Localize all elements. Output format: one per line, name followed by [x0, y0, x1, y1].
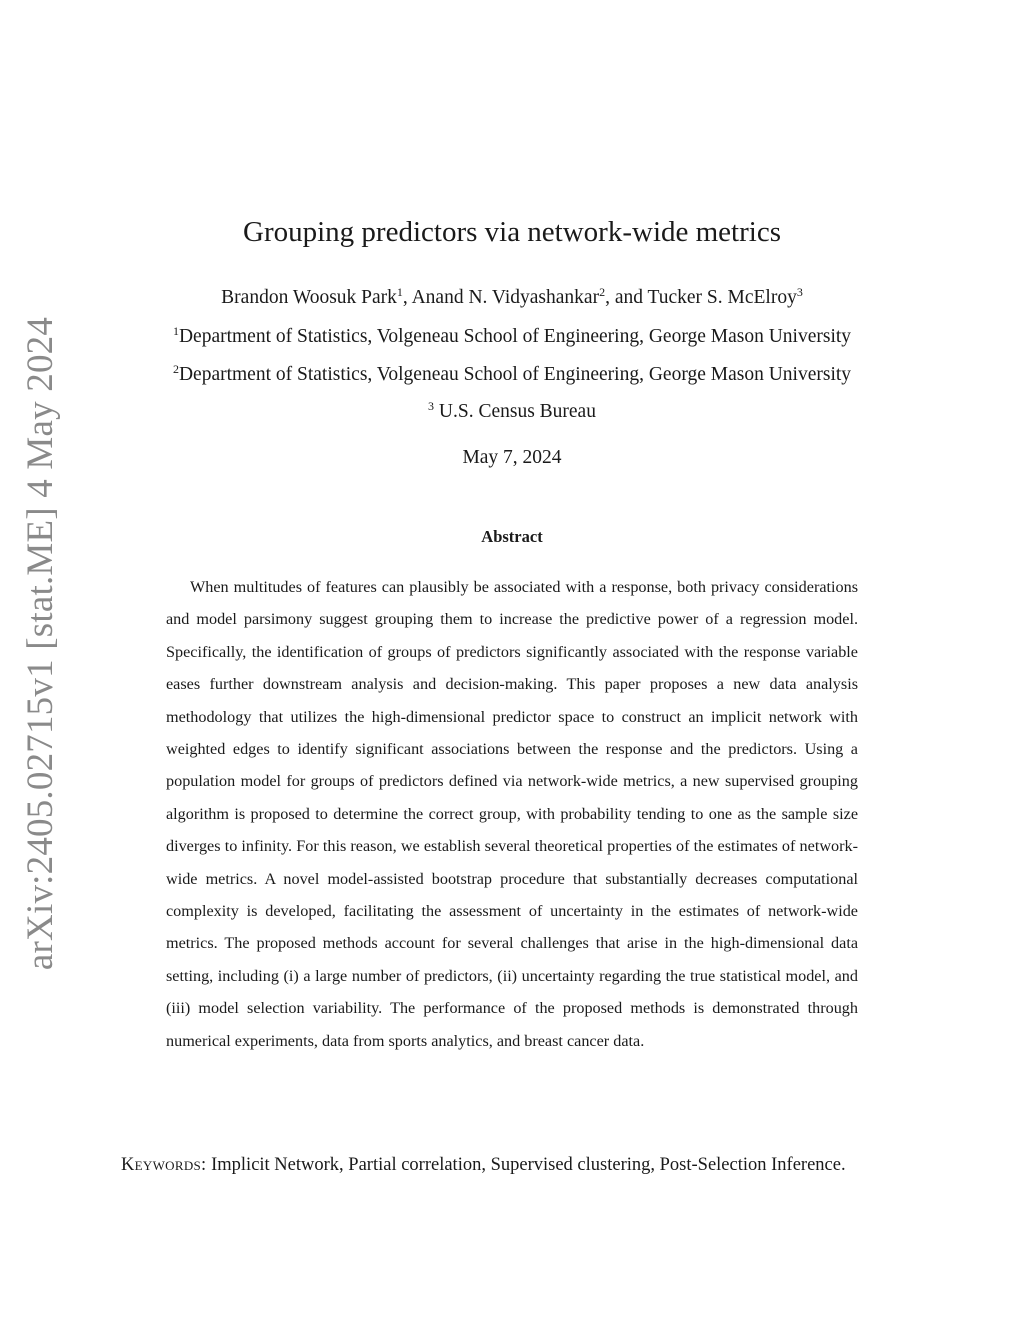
keywords-label: Keywords: — [121, 1155, 207, 1175]
keywords-text: Implicit Network, Partial correlation, Supervised clustering, Post-Selection Inference. — [206, 1155, 846, 1175]
arxiv-identifier: arXiv:2405.02715v1 [stat.ME] 4 May 2024 — [20, 316, 62, 970]
affiliation-mark: 3 — [428, 399, 435, 413]
author-affiliation-mark: 3 — [796, 285, 803, 299]
author-name: Tucker S. McElroy — [647, 287, 797, 308]
paper-title: Grouping predictors via network-wide metrics — [243, 216, 781, 248]
keywords-line — [121, 1152, 921, 1178]
publication-date: May 7, 2024 — [462, 447, 562, 468]
author-name: Anand N. Vidyashankar — [411, 287, 600, 308]
affiliation-mark: 2 — [172, 362, 179, 376]
arxiv-side-stamp — [15, 316, 67, 970]
affiliation-text: Department of Statistics, Volgeneau School of Engineering, George Mason University — [178, 326, 852, 347]
affiliation-2 — [0, 362, 1024, 388]
abstract-heading: Abstract — [481, 527, 543, 546]
affiliation-text: Department of Statistics, Volgeneau School of Engineering, George Mason University — [178, 364, 852, 385]
affiliation-mark: 1 — [172, 324, 179, 338]
affiliation-text: U.S. Census Bureau — [434, 401, 596, 422]
author-affiliation-mark: 2 — [599, 285, 606, 299]
abstract-body: When multitudes of features can plausibly be associated with a response, both privacy considerations and model parsimony suggest grouping them to increase the predictive power of a regression model. Specifically, the identification of groups of predictors significantly associated with the response variable eases further downstream analysis and decision-making. This paper proposes a new data analysis methodology that utilizes the high-dimensional predictor space to construct an implicit network with weighted edges to identify significant associations between the response and the predictors. Using a population model for groups of predictors defined via network-wide metrics, a new supervised grouping algorithm is proposed to determine the correct group, with probability tending to one as the sample size diverges to infinity. For this reason, we establish several theoretical properties of the estimates of network-wide metrics. A novel model-assisted bootstrap procedure that substantially decreases computational complexity is developed, facilitating the assessment of uncertainty in the estimates of network-wide metrics. The proposed methods account for several challenges that arise in the high-dimensional data setting, including (i) a large number of predictors, (ii) uncertainty regarding the true statistical model, and (iii) model selection variability. The performance of the proposed methods is demonstrated through numerical experiments, data from sports analytics, and breast cancer data. — [166, 578, 858, 1050]
author-separator: , and — [605, 287, 648, 308]
author-list — [0, 285, 1024, 311]
author-separator: , — [402, 287, 412, 308]
author-name: Brandon Woosuk Park — [221, 287, 397, 308]
affiliation-1 — [0, 324, 1024, 350]
author-affiliation-mark: 1 — [396, 285, 403, 299]
affiliation-3 — [0, 399, 1024, 425]
